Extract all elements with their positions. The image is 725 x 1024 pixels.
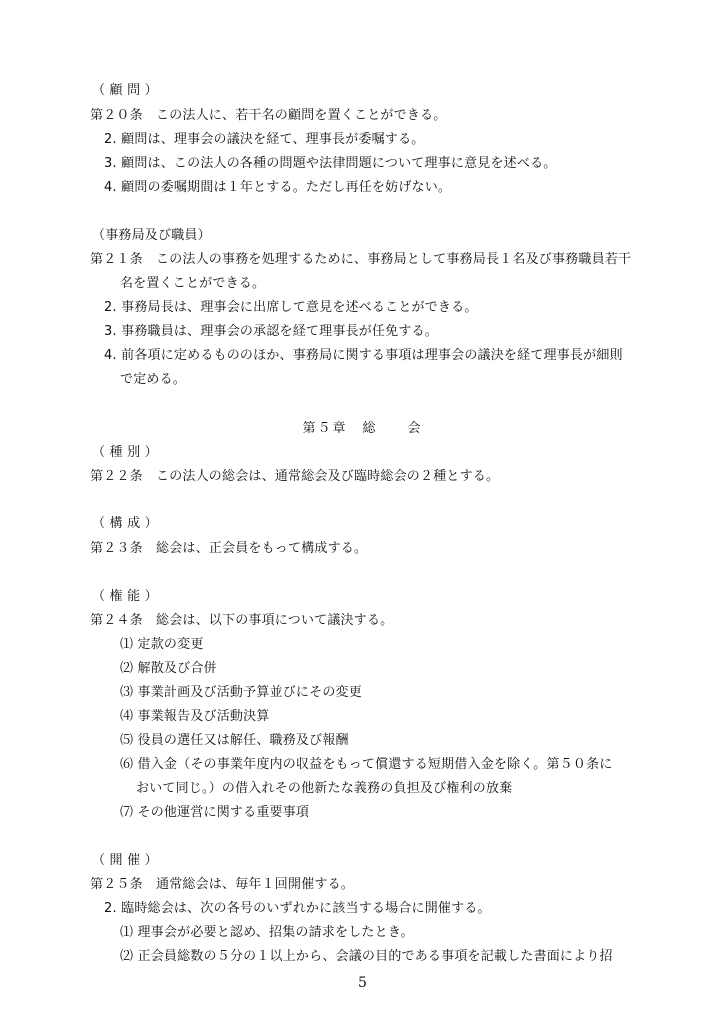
heading-types: （ 種 別 ） bbox=[92, 445, 158, 460]
article-23: 第２３条 総会は、正会員をもって構成する。 bbox=[90, 541, 368, 556]
heading-composition: （ 構 成 ） bbox=[92, 516, 158, 531]
article-24-item-4: ⑷ 事業報告及び活動決算 bbox=[120, 709, 270, 724]
article-20-item-4: 4. 顧問の委嘱期間は１年とする。ただし再任を妨げない。 bbox=[104, 180, 452, 195]
article-21-cont: 名を置くことができる。 bbox=[120, 276, 266, 291]
article-25: 第２５条 通常総会は、毎年１回開催する。 bbox=[90, 877, 355, 892]
article-24-item-3: ⑶ 事業計画及び活動予算並びにその変更 bbox=[120, 685, 362, 700]
article-25-sub-1: ⑴ 理事会が必要と認め、招集の請求をしたとき。 bbox=[120, 925, 414, 940]
article-24-item-5: ⑸ 役員の選任又は解任、職務及び報酬 bbox=[120, 733, 349, 748]
article-21: 第２１条 この法人の事務を処理するために、事務局として事務局長１名及び事務職員若干 bbox=[90, 252, 632, 267]
article-24-item-1: ⑴ 定款の変更 bbox=[120, 637, 204, 652]
article-24-item-2: ⑵ 解散及び合併 bbox=[120, 661, 217, 676]
article-25-sub-2: ⑵ 正会員総数の５分の１以上から、会議の目的である事項を記載した書面により招 bbox=[120, 949, 613, 964]
article-21-item-4-cont: で定める。 bbox=[120, 372, 187, 387]
article-25-item-2: 2. 臨時総会は、次の各号のいずれかに該当する場合に開催する。 bbox=[104, 901, 491, 916]
heading-secretariat: （事務局及び職員） bbox=[92, 228, 211, 243]
article-24-item-6: ⑹ 借入金（その事業年度内の収益をもって償還する短期借入金を除く。第５０条に bbox=[120, 757, 613, 772]
article-20-item-2: 2. 顧問は、理事会の議決を経て、理事長が委嘱する。 bbox=[104, 132, 425, 147]
article-24-item-7: ⑺ その他運営に関する重要事項 bbox=[120, 805, 310, 820]
article-24-item-6-cont: おいて同じ。）の借入れその他新たな義務の負担及び権利の放棄 bbox=[136, 781, 513, 796]
article-20-item-3: 3. 顧問は、この法人の各種の問題や法律問題について理事に意見を述べる。 bbox=[104, 156, 557, 171]
article-21-item-4: 4. 前各項に定めるもののほか、事務局に関する事項は理事会の議決を経て理事長が細則 bbox=[104, 348, 623, 363]
article-21-item-3: 3. 事務職員は、理事会の承認を経て理事長が任免する。 bbox=[104, 324, 438, 339]
article-24: 第２４条 総会は、以下の事項について議決する。 bbox=[90, 613, 394, 628]
heading-powers: （ 権 能 ） bbox=[92, 589, 158, 604]
article-21-item-2: 2. 事務局長は、理事会に出席して意見を述べることができる。 bbox=[104, 300, 478, 315]
article-20: 第２０条 この法人に、若干名の顧問を置くことができる。 bbox=[90, 108, 447, 123]
page-number: 5 bbox=[357, 975, 368, 991]
heading-convening: （ 開 催 ） bbox=[92, 853, 158, 868]
chapter-title: 第５章 総 会 bbox=[302, 421, 423, 436]
article-22: 第２２条 この法人の総会は、通常総会及び臨時総会の２種とする。 bbox=[90, 469, 500, 484]
heading-advisor: （ 顧 問 ） bbox=[92, 83, 158, 98]
